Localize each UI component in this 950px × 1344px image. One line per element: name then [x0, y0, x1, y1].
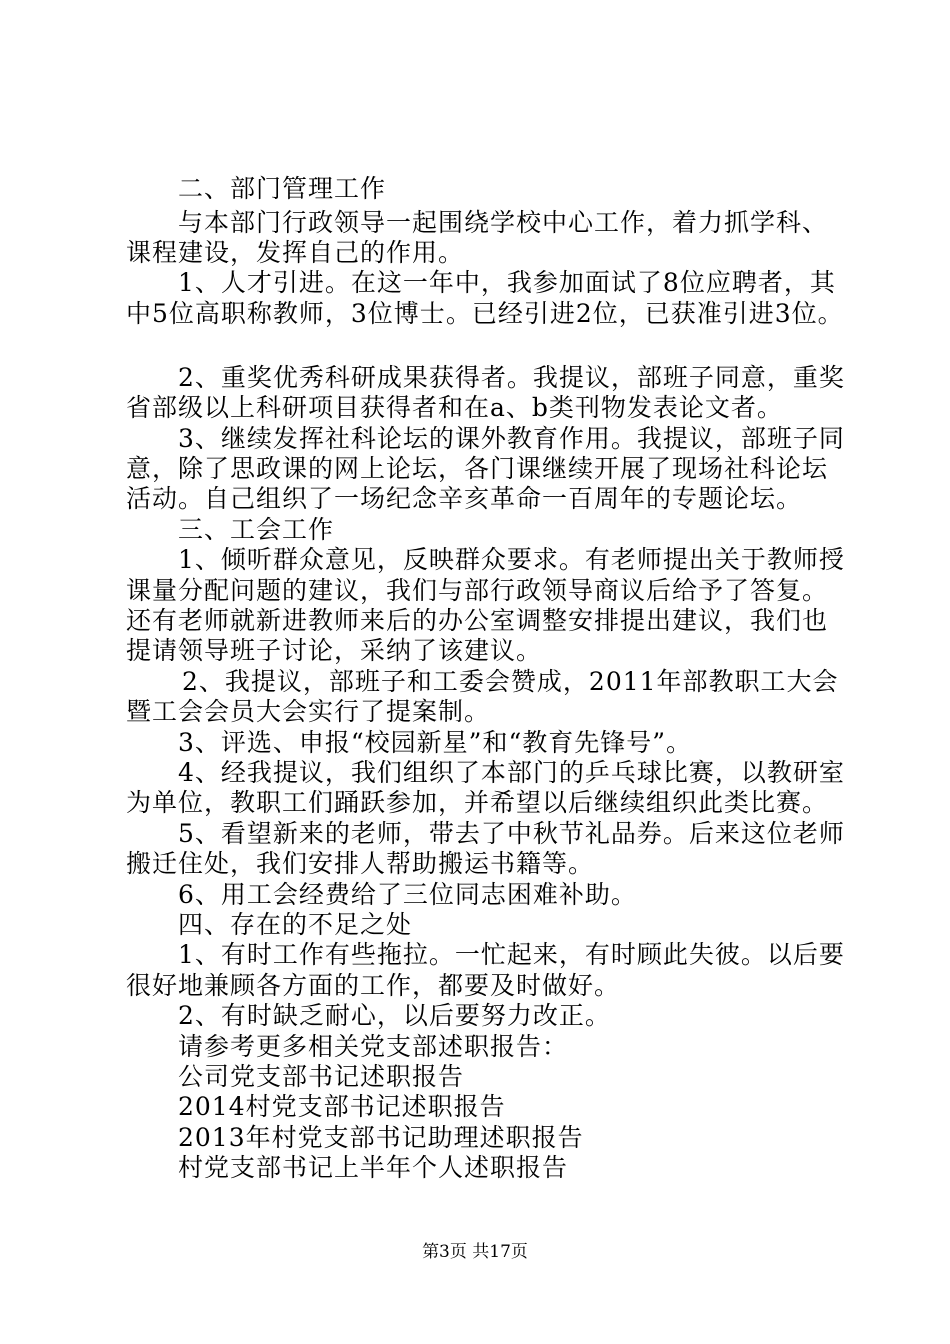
paragraph-line: 活动。自己组织了一场纪念辛亥革命一百周年的专题论坛。	[126, 484, 803, 513]
paragraph-line: 省部级以上科研项目获得者和在a、b类刊物发表论文者。	[126, 393, 783, 422]
paragraph-line: 意，除了思政课的网上论坛，各门课继续开展了现场社科论坛	[126, 454, 829, 483]
page-number-footer: 第3页 共17页	[422, 1242, 528, 1262]
paragraph-line: 1、倾听群众意见，反映群众要求。有老师提出关于教师授	[178, 545, 845, 574]
paragraph-line: 4、经我提议，我们组织了本部门的乒乓球比赛，以教研室	[178, 758, 845, 787]
related-report-link[interactable]: 2013年村党支部书记助理述职报告	[178, 1123, 584, 1152]
related-reports-intro: 请参考更多相关党支部述职报告：	[178, 1032, 569, 1061]
related-report-link[interactable]: 公司党支部书记述职报告	[178, 1062, 465, 1091]
paragraph-line: 提请领导班子讨论，采纳了该建议。	[126, 636, 543, 665]
section-heading-department-management: 二、部门管理工作	[178, 174, 387, 203]
paragraph-line: 课程建设，发挥自己的作用。	[126, 238, 465, 267]
paragraph-line: 2、我提议，部班子和工委会赞成，2011年部教职工大会	[182, 667, 839, 696]
paragraph-line: 中5位高职称教师，3位博士。已经引进2位，已获准引进3位。	[126, 299, 844, 328]
paragraph-line: 3、评选、申报“校园新星”和“教育先锋号”。	[178, 728, 693, 757]
paragraph-line: 课量分配问题的建议，我们与部行政领导商议后给予了答复。	[126, 576, 829, 605]
related-report-link[interactable]: 村党支部书记上半年个人述职报告	[178, 1153, 569, 1182]
paragraph-line: 还有老师就新进教师来后的办公室调整安排提出建议，我们也	[126, 606, 829, 635]
paragraph-line: 暨工会会员大会实行了提案制。	[126, 697, 491, 726]
paragraph-line: 搬迁住处，我们安排人帮助搬运书籍等。	[126, 849, 595, 878]
paragraph-line: 为单位，教职工们踊跃参加，并希望以后继续组织此类比赛。	[126, 788, 829, 817]
paragraph-line: 2、有时缺乏耐心，以后要努力改正。	[178, 1001, 611, 1030]
paragraph-line: 1、人才引进。在这一年中，我参加面试了8位应聘者，其	[178, 268, 836, 297]
paragraph-line: 3、继续发挥社科论坛的课外教育作用。我提议，部班子同	[178, 424, 845, 453]
paragraph-line: 2、重奖优秀科研成果获得者。我提议，部班子同意，重奖	[178, 363, 845, 392]
paragraph-line: 很好地兼顾各方面的工作，都要及时做好。	[126, 971, 621, 1000]
related-report-link[interactable]: 2014村党支部书记述职报告	[178, 1092, 506, 1121]
section-heading-union-work: 三、工会工作	[178, 515, 335, 544]
paragraph-line: 与本部门行政领导一起围绕学校中心工作，着力抓学科、	[178, 208, 829, 237]
paragraph-line: 6、用工会经费给了三位同志困难补助。	[178, 880, 637, 909]
paragraph-line: 1、有时工作有些拖拉。一忙起来，有时顾此失彼。以后要	[178, 940, 845, 969]
section-heading-shortcomings: 四、存在的不足之处	[178, 910, 413, 939]
paragraph-line: 5、看望新来的老师，带去了中秋节礼品券。后来这位老师	[178, 819, 845, 848]
